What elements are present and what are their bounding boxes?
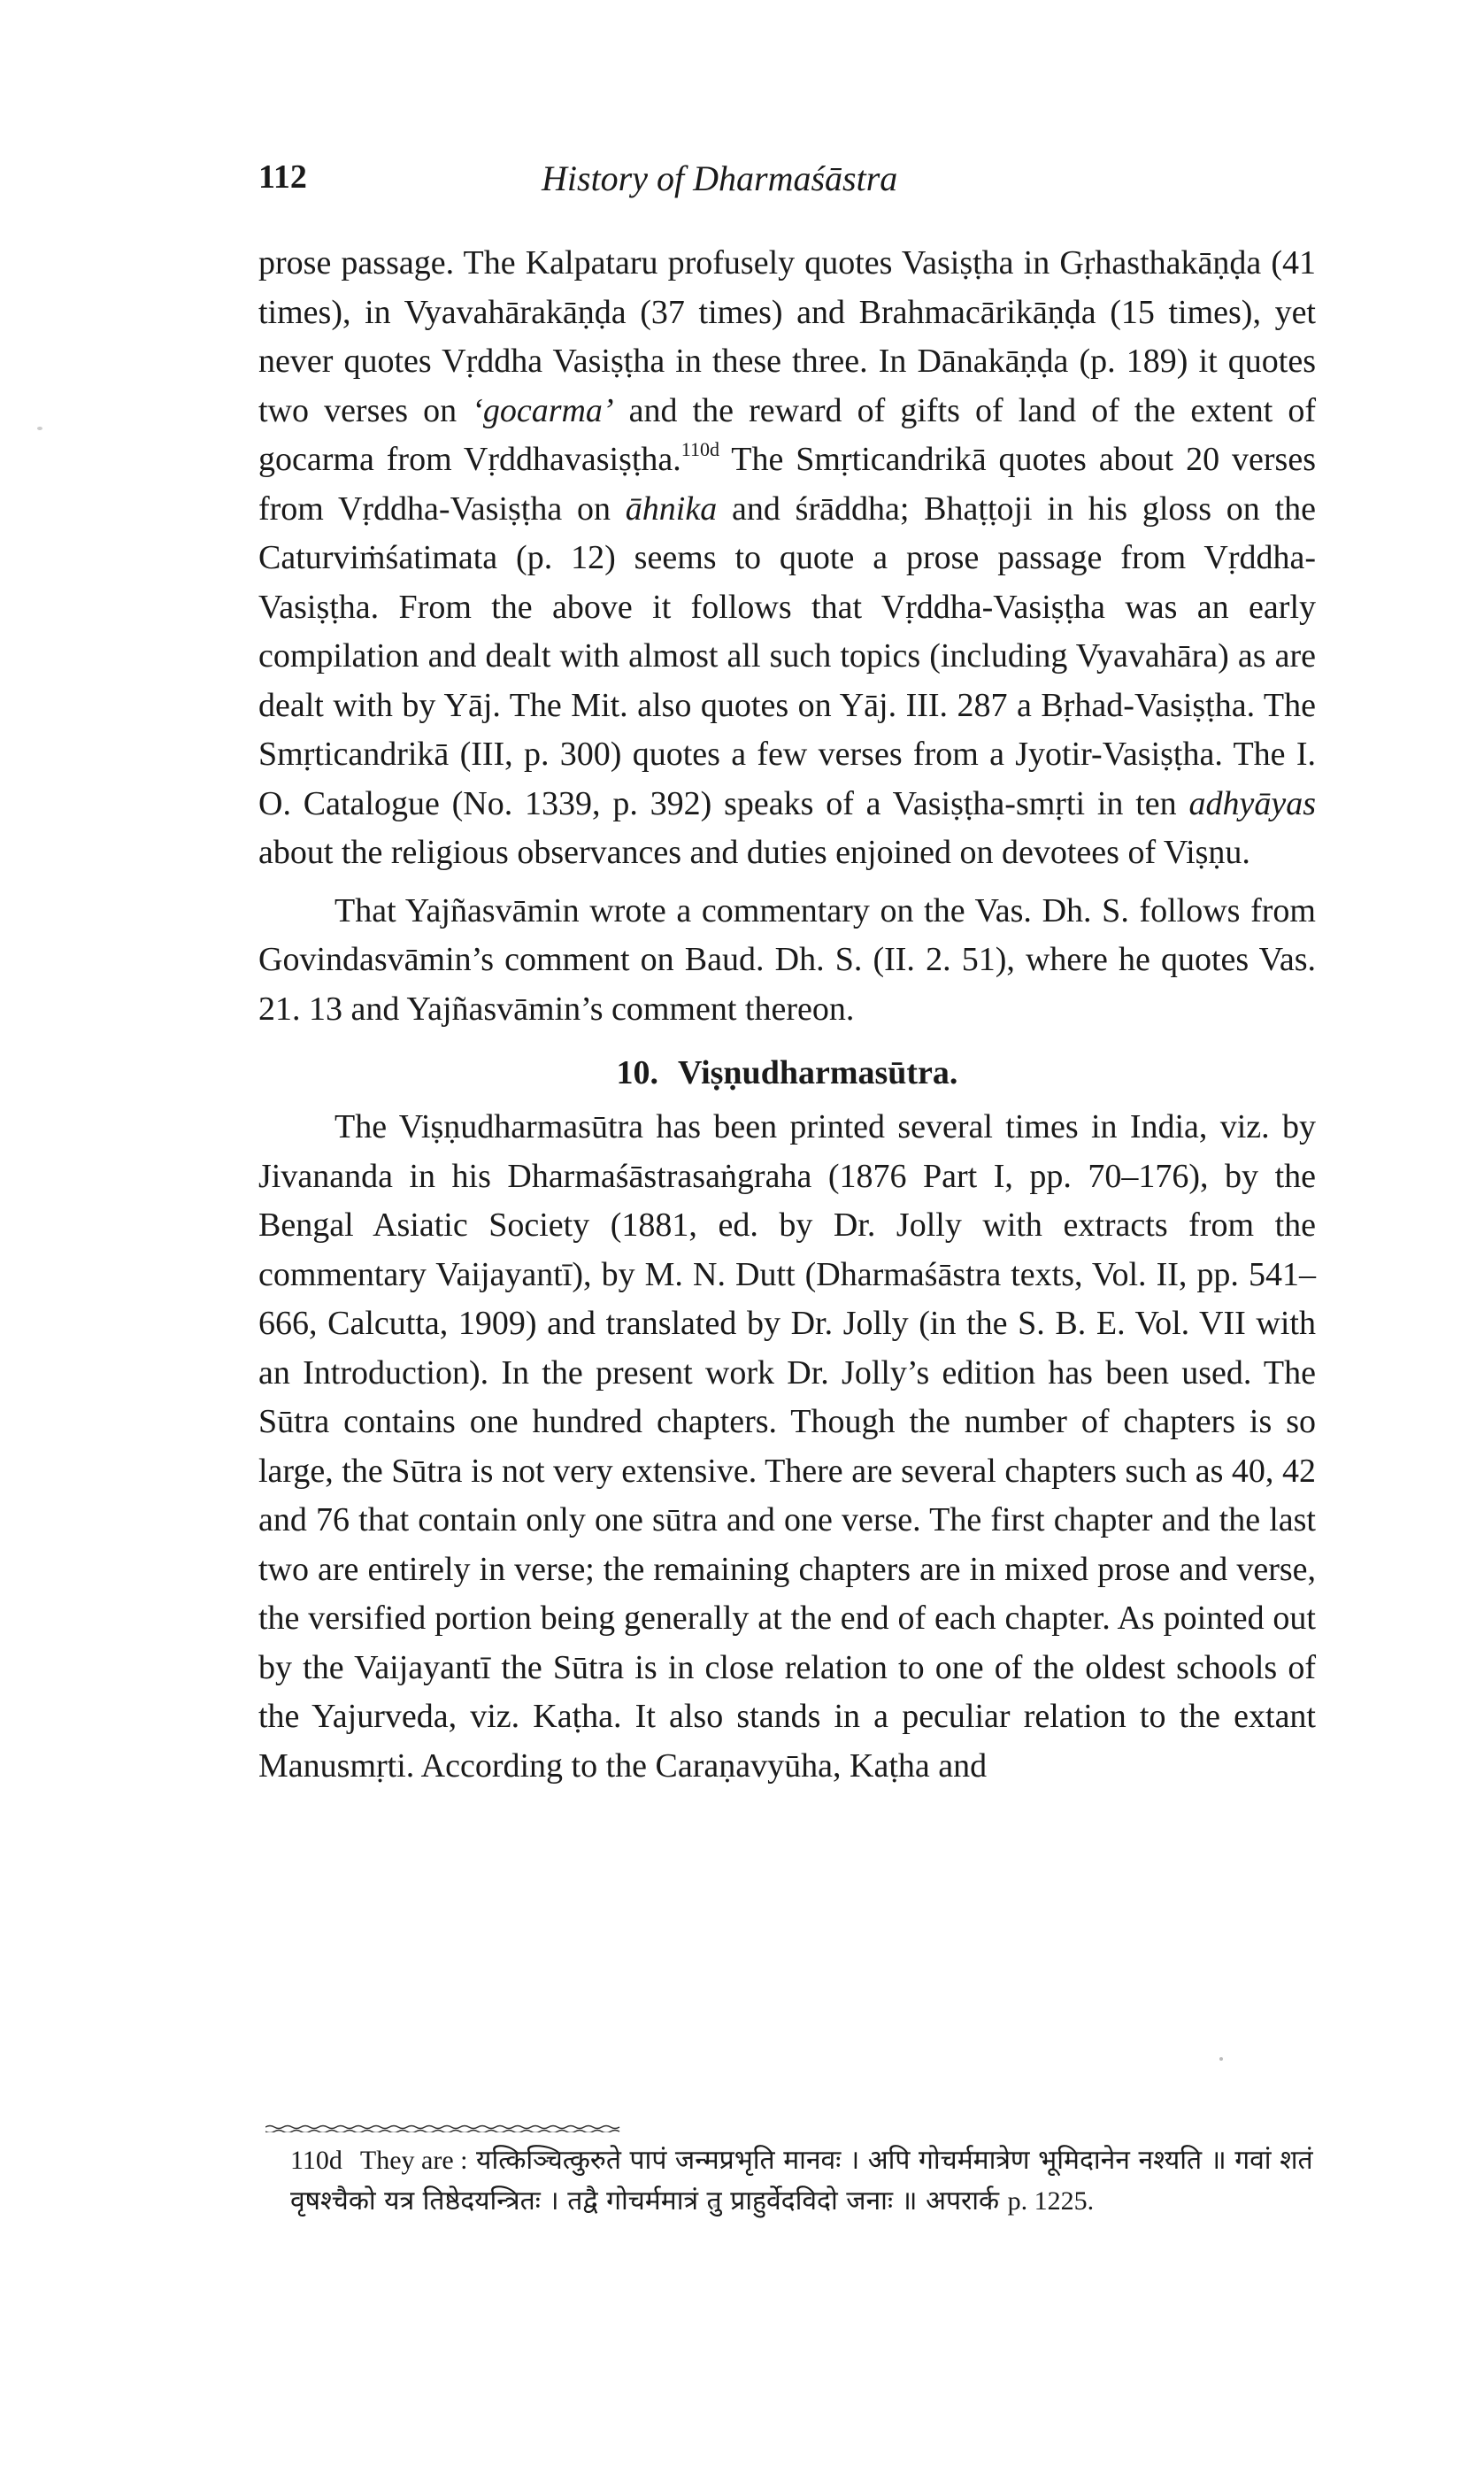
footnote-page: p. 1225. [1007, 2186, 1095, 2216]
scan-speck [37, 427, 42, 430]
section-title: Viṣṇudharmasūtra. [678, 1054, 958, 1091]
footnote-source: अपरार्क [926, 2186, 1000, 2216]
footnote-separator [265, 2122, 624, 2132]
section-heading [258, 1053, 1316, 1092]
paragraph: The Viṣṇudharmasūtra has been printed several times in India, viz. by Jivananda in his Dharmaśāstrasaṅgraha (1876 Part I, pp. 70–176), by the Bengal Asiatic Society (1881, ed. by Dr. Jolly with extracts from the commentary Vaijayantī), by M. N. Dutt (Dharmaśāstra texts, Vol. II, pp. 541–666, Calcutta, 1909) and translated by Dr. Jolly (in the S. B. E. Vol. VII with an Introduction). In the present work Dr. Jolly’s edition has been used. The Sūtra contains one hundred chapters. Though the number of chapters is so large, the Sūtra is not very extensive. There are several chapters such as 40, 42 and 76 that contain only one sūtra and one verse. The first chapter and the last two are entirely in verse; the remaining chapters are in mixed prose and verse, the versified portion being generally at the end of each chapter. As pointed out by the Vaijayantī the Sūtra is in close relation to one of the oldest schools of the Yajurveda, viz. Kaṭha. It also stands in a peculiar relation to the extant Manusmṛti. According to the Caraṇavyūha, Kaṭha and [258, 1108, 1316, 1785]
paragraph: That Yajñasvāmin wrote a commentary on the Vas. Dh. S. follows from Govindasvāmin’s comment on Baud. Dh. S. (II. 2. 51), where he quotes Vas. 21. 13 and Yajñasvāmin’s comment thereon. [258, 891, 1316, 1028]
text-run: prose passage. The Kalpataru profusely quotes Vasiṣṭha in Gṛhasthakāṇḍa (41 times), in Vyavahārakāṇḍa (37 times) and Brahmacārikāṇḍa (15 times), yet never quotes Vṛddha Vasiṣṭha in these three. In Dānakāṇḍa (p. 189) it quotes two verses on [258, 244, 1316, 429]
body-text [258, 239, 1316, 1791]
running-title: History of Dharmaśāstra [542, 158, 898, 198]
text-run: and śrāddha; Bhaṭṭoji in his gloss on the Caturviṁśatimata (p. 12) seems to quote a prose passage from Vṛddha-Vasiṣṭha. From the above it follows that Vṛddha-Vasiṣṭha was an early compilation and dealt with almost all such topics (including Vyavahāra) as are dealt with by Yāj. The Mit. also quotes on Yāj. III. 287 a Bṛhad-Vasiṣṭha. The Smṛticandrikā (III, p. 300) quotes a few verses from a Jyotir-Vasiṣṭha. The I. O. Catalogue (No. 1339, p. 392) speaks of a Vasiṣṭha-smṛti in ten [258, 490, 1316, 822]
footnote-separator-line [265, 2124, 624, 2132]
footnote-sanskrit-text: यत्किञ्चित्कुरुते पापं जन्मप्रभृति मानवः । अपि गोचर्ममात्रेण भूमिदानेन नश्यति ॥ गवां शतं वृषश्चैको यत्र तिष्ठेदयन्त्रितः । तद्वै गोचर्ममात्रं तु प्राहुर्वेदविदो जनाः ॥ [290, 2145, 1313, 2216]
footnote-marker: 110d [290, 2146, 342, 2175]
italic-term: āhnika [625, 490, 718, 528]
section-number: 10. [616, 1054, 659, 1091]
scan-speck [1219, 2057, 1223, 2061]
italic-term: adhyāyas [1188, 784, 1316, 822]
text-run: The Smṛticandrikā quotes about 20 verses from Vṛddha-Vasiṣṭha on [258, 441, 1316, 528]
running-head [258, 158, 1320, 211]
text-run: about the religious observances and duties enjoined on devotees of Viṣṇu. [258, 834, 1250, 871]
footnote [290, 2140, 1313, 2222]
footnote-intro: They are : [359, 2146, 468, 2175]
page-number: 112 [258, 158, 307, 196]
footnote-reference[interactable]: 110d [680, 438, 719, 460]
italic-term: ‘gocarma’ [472, 391, 614, 429]
paragraph-continued [258, 239, 1316, 878]
text-run: and the reward of gifts of land of the extent of gocarma from Vṛddhavasiṣṭha. [258, 391, 1316, 478]
